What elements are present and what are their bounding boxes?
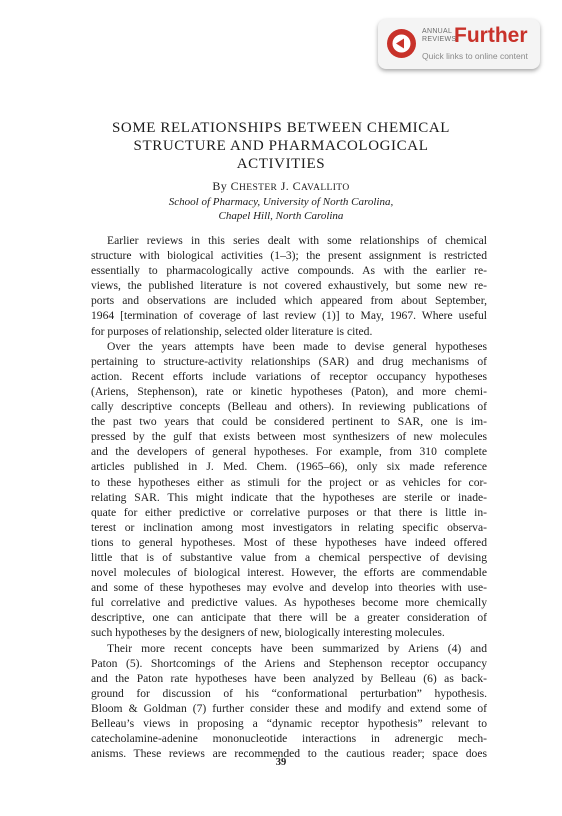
body-line: and the Paton rate hypotheses have been analyzed by Belleau (6) as back-	[91, 671, 487, 685]
body-line: structure with biological activities (1–3); the present assignment is restricted	[91, 249, 487, 263]
affiliation-line: School of Pharmacy, University of North Carolina,	[168, 196, 394, 208]
author-first-rest: HESTER	[239, 183, 278, 193]
body-line: Earlier reviews in this series dealt with some relationships of chemical	[107, 234, 487, 247]
badge-subtitle: Quick links to online content	[422, 51, 528, 61]
body-line: action. Recent efforts include variations of receptor occupancy hypotheses	[91, 369, 487, 383]
body-line: descriptive, one can anticipate that there will be a greater consideration of	[91, 611, 487, 625]
body-line: essentially to pharmacologically active compounds. As with the earlier re-	[91, 264, 487, 278]
body-line: relating SAR. This might indicate that the hypotheses are sterile or inade-	[91, 490, 487, 504]
body-line: such hypotheses by the designers of new, biologically interesting molecules.	[91, 626, 445, 640]
body-line: novel molecules of biological interest. However, the efforts are commendable	[91, 566, 487, 580]
body-line: catecholamine-adenine mononucleotide interactions in adrenergic mech-	[91, 732, 487, 746]
body-line: Bloom & Goldman (7) further consider these and modify and extend some of	[91, 701, 487, 715]
title-line: SOME RELATIONSHIPS BETWEEN CHEMICAL	[111, 120, 451, 136]
body-line: for purposes of relationship, selected older literature is cited.	[91, 324, 373, 338]
body-line: little that is of substantive value from a chemical perspective of devising	[91, 550, 487, 564]
body-line: pertaining to structure-activity relationships (SAR) and drug mechanisms of	[91, 354, 487, 368]
body-line: (Ariens, Stephenson), rate or kinetic hypotheses (Paton), and more chemi-	[91, 384, 487, 398]
body-line: Paton (5). Shortcomings of the Ariens and Stephenson receptor occupancy	[91, 656, 487, 670]
article-title	[0, 119, 562, 173]
body-line: Belleau’s views in proposing a “dynamic receptor hypothesis” relevant to	[91, 717, 487, 730]
author-first-initial: C	[230, 179, 239, 193]
author-middle-initial: J.	[280, 179, 290, 193]
affiliation-line: Chapel Hill, North Carolina	[218, 209, 344, 222]
article-body	[91, 233, 487, 761]
author-last-initial: C	[292, 179, 301, 193]
body-line: quate for either predictive or correlative purposes or that there is little in-	[91, 505, 487, 519]
badge-publisher-label	[422, 28, 456, 44]
author-affiliation	[0, 196, 562, 223]
body-line: articles published in J. Med. Chem. (1965–66), only six made reference	[91, 460, 487, 474]
title-line: STRUCTURE AND PHARMACOLOGICAL	[133, 138, 429, 154]
annual-reviews-further-badge[interactable]	[378, 19, 540, 69]
author-last-rest: AVALLITO	[301, 183, 350, 193]
body-line: views, the published literature is not covered exhaustively, but some new re-	[91, 279, 487, 293]
body-line: Their more recent concepts have been summarized by Ariens (4) and	[107, 641, 487, 655]
body-line: and the developers of general hypotheses. For example, from 310 complete	[91, 445, 487, 459]
body-line: 1964 [termination of coverage of last review (1)] to May, 1967. Where useful	[91, 309, 487, 323]
author-byline	[0, 179, 562, 194]
badge-reviews-text: REVIEWS	[422, 36, 457, 43]
body-line: pressed by the gulf that exists between most synthesizers of new molecules	[91, 430, 487, 444]
badge-further-text[interactable]: Further	[454, 24, 528, 47]
body-line: tions to general hypotheses. Most of these hypotheses have indeed offered	[91, 535, 487, 549]
body-line: anisms. These reviews are recommended to the cautious reader; space does	[91, 747, 487, 761]
body-line: ports and observations are included which appeared from about September,	[91, 294, 487, 308]
body-line: Over the years attempts have been made to devise general hypotheses	[107, 339, 487, 353]
body-line: and some of these hypotheses may evolve and develop into theories with use-	[91, 581, 487, 595]
title-line: ACTIVITIES	[236, 156, 326, 172]
back-arrow-circle-icon[interactable]	[387, 29, 416, 58]
badge-annual-text: ANNUAL	[422, 28, 453, 35]
body-line: ful correlative and predictive values. As hypotheses become more chemically	[91, 596, 487, 610]
body-line: ground for discussion of his “conformational perturbation” hypothesis.	[91, 686, 487, 700]
body-line: cally descriptive concepts (Belleau and others). In reviewing publications of	[91, 400, 487, 414]
body-line: the past two years that could be considered pertinent to SAR, one is im-	[91, 415, 487, 429]
body-line: to these hypotheses either as stimuli for the project or as vehicles for cor-	[91, 475, 487, 489]
byline-prefix: By	[212, 179, 228, 193]
body-line: terest or inclination among most investigators in relating specific observa-	[91, 520, 487, 534]
page-number: 39	[275, 757, 287, 768]
